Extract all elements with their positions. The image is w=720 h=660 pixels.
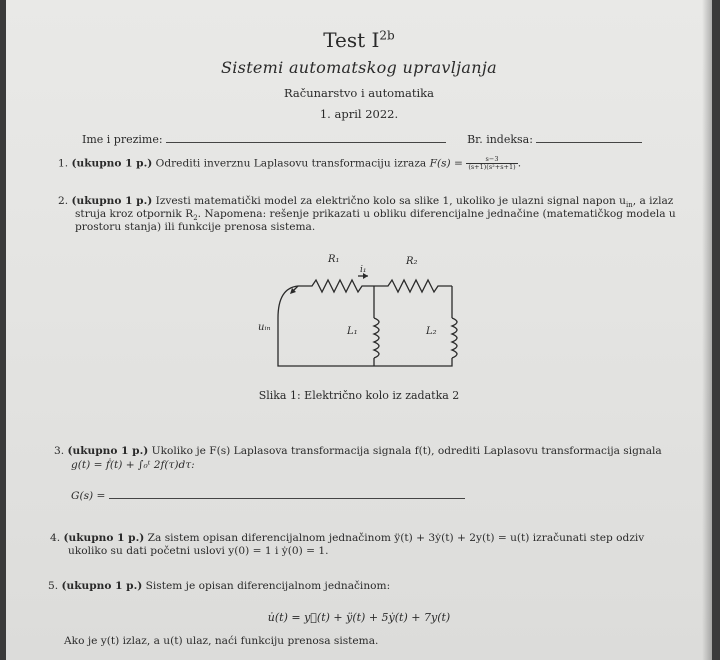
task-3-answer: G(s) =	[71, 489, 465, 503]
inductor-l2	[452, 318, 457, 358]
task-4-points: (ukupno 1 p.)	[63, 532, 145, 544]
left-wire	[278, 286, 374, 366]
exam-paper	[6, 0, 712, 660]
inductor-l1	[374, 318, 379, 358]
index-line	[536, 132, 642, 143]
name-label: Ime i prezime:	[82, 133, 163, 146]
circuit-diagram	[246, 248, 486, 376]
task-1-number: 1.	[58, 157, 69, 170]
resistor-r2	[374, 280, 452, 292]
task-2-points: (ukupno 1 p.)	[71, 195, 153, 207]
task-1-expr-lhs: F(s) =	[429, 157, 463, 170]
task-5-points: (ukupno 1 p.)	[61, 580, 143, 592]
answer-line	[109, 489, 465, 499]
label-r1: R₁	[328, 254, 340, 265]
task-1-fraction: $\frac{s-3}{\text{(s+1)(s²+s+1)}}$	[468, 155, 516, 171]
task-2-line-2: struja kroz otpornik $R_2$. Napomena: rešenje prikazati u obliku diferencijalne jednačine (matematičkog modela u	[75, 208, 676, 223]
page-title: Test $I^{2b}$	[323, 28, 395, 52]
label-uin: uᵢₙ	[258, 322, 271, 333]
resistor-r1	[298, 280, 374, 292]
task-3: 3. (ukupno 1 p.) Ukoliko je F(s) Laplasova transformacija signala f(t), odrediti Laplasovu transformacija signala	[54, 445, 662, 457]
task-1-points: (ukupno 1 p.)	[71, 157, 153, 170]
task-3-line-2: g(t) = ḟ(t) + ∫₀ᵗ 2f(τ)dτ:	[71, 459, 195, 471]
course-name: Sistemi automatskog upravljanja	[221, 58, 497, 77]
figure-caption: Slika 1: Električno kolo iz zadatka 2	[258, 389, 460, 402]
label-l2: L₂	[426, 326, 437, 337]
task-5: 5. (ukupno 1 p.) Sistem je opisan diferencijalnom jednačinom:	[48, 580, 391, 592]
task-3-points: (ukupno 1 p.)	[67, 445, 149, 457]
task-4-line-2: ukoliko su dati početni uslovi y(0) = 1 i ẏ(0) = 1.	[68, 545, 329, 557]
label-l1: L₁	[347, 326, 358, 337]
page-shadow	[702, 0, 712, 660]
task-5-equation: u̇(t) = y⃛(t) + ÿ(t) + 5ẏ(t) + 7y(t)	[267, 611, 451, 624]
department: Računarstvo i automatika	[283, 86, 434, 100]
task-1: 1. (ukupno 1 p.) Odrediti inverznu Laplasovu transformaciju izraza F(s) = $\frac{s-3}{\text{(s+1)(s²+s+1)}}$ .	[58, 155, 522, 171]
task-2-line-3: prostoru stanja) ili funkcije prenosa sistema.	[75, 221, 316, 233]
label-r2: R₂	[406, 256, 418, 267]
task-4: 4. (ukupno 1 p.) Za sistem opisan diferencijalnom jednačinom ÿ(t) + 3ẏ(t) + 2y(t) = u(t) izračunati step odziv	[50, 532, 645, 544]
task-1-text: Odrediti inverznu Laplasovu transformaciju izraza	[155, 157, 427, 170]
task-2: 2. (ukupno 1 p.) Izvesti matematički model za električno kolo sa slike 1, ukoliko je ulazni signal napon $u_{in}$, a izlaz	[58, 195, 674, 210]
task-5-line-2: Ako je y(t) izlaz, a u(t) ulaz, naći funkciju prenosa sistema.	[64, 635, 379, 647]
exam-date: 1. april 2022.	[319, 107, 399, 121]
label-i1: i₁	[360, 265, 367, 275]
student-fields	[82, 132, 642, 146]
index-label: Br. indeksa:	[467, 133, 533, 146]
name-line	[166, 132, 446, 143]
